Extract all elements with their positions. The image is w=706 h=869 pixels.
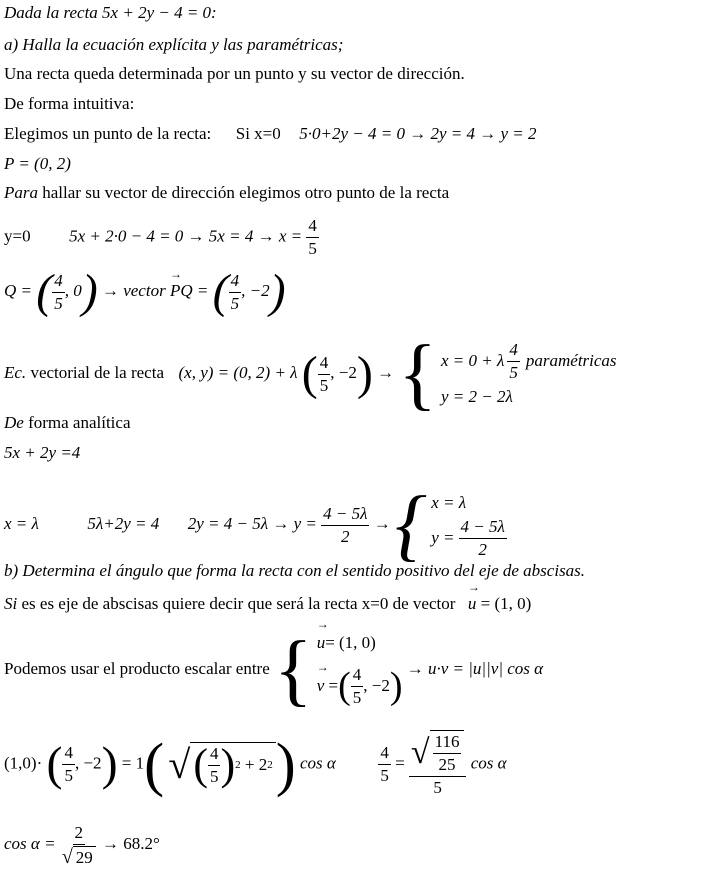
analytic-solve-line: x = λ 5λ+2y = 4 2y = 4 − 5λ → y = $\frac{4 - 5\lambda}{2}$ → { x = λ y = $\frac{4 - 5\lambda}{2}$ <box>4 481 505 569</box>
px-num: 4 <box>507 339 520 362</box>
Q-fraction <box>52 270 65 315</box>
axis-line <box>4 593 531 615</box>
parametric-system-2 <box>431 490 507 561</box>
calc-eq: = 1 <box>121 753 145 773</box>
scalar-rhs: u·v = |u||v| cos α <box>427 658 544 678</box>
ec-den: 5 <box>319 375 329 395</box>
y0-equation: 5x + 2·0 − 4 = 0 → 5x = 4 → x = <box>69 226 303 246</box>
si-italic: Si <box>4 594 18 613</box>
PQ-rest: , −2 <box>241 280 270 300</box>
point-equation: 5·0+2y − 4 = 0 → 2y = 4 → y = 2 <box>299 124 537 143</box>
s2-den: 2 <box>478 539 487 559</box>
result-lhs: cos α = <box>4 834 56 854</box>
param-word: paramétricas <box>525 351 617 370</box>
sf-den: 5 <box>433 778 442 797</box>
pq-den: 5 <box>230 293 240 313</box>
part-a-text: Halla la ecuación explícita y las paramétricas; <box>22 35 344 54</box>
analytic-italic: De <box>4 413 24 432</box>
scalar-text: Podemos usar el producto escalar entre <box>4 658 270 678</box>
uv-system: → u = (1, 0) → v = ( $\frac{4}{5}$ , −2 ) <box>317 630 403 710</box>
c-rest: , −2 <box>74 753 102 773</box>
ec-italic: Ec. <box>4 362 27 382</box>
pq-num: 4 <box>229 270 242 293</box>
solve-den: 2 <box>341 526 350 546</box>
problem-header: Dada la recta 5x + 2y − 4 = 0: <box>4 3 217 22</box>
param-x: x = 0 + λ <box>441 351 505 370</box>
point-line <box>4 123 537 145</box>
q-num: 4 <box>52 270 65 293</box>
s-num: 4 <box>208 743 221 766</box>
v-num: 4 <box>351 664 364 687</box>
sq-exp: 2 <box>235 759 241 771</box>
c-den: 5 <box>64 766 73 785</box>
u-vec-sys: → u <box>317 630 326 656</box>
plus-two: + 2 <box>244 755 268 774</box>
Q-rest: , 0 <box>64 280 82 300</box>
part-b-title <box>4 560 585 582</box>
PQ-fraction <box>229 270 242 315</box>
sq-den: 25 <box>438 755 456 774</box>
result-line: cos α = 2 √ 29 → 68.2° <box>4 823 160 869</box>
point-P: P = (0, 2) <box>4 154 71 173</box>
Q-line: Q = ( $\frac{4}{5}$ , 0) → vector → PQ = ( $\frac{4}{5}$ , −2) <box>4 268 286 316</box>
part-b-label: b) <box>4 561 19 580</box>
second-point-line <box>4 182 449 204</box>
analytic-text: forma analítica <box>28 413 131 432</box>
param-y: y = 2 − 2λ <box>441 386 513 406</box>
ec-lhs: (x, y) = (0, 2) + λ <box>178 362 298 382</box>
intro-text: Una recta queda determinada por un punto y su vector de dirección. <box>4 64 465 83</box>
ec-fraction <box>318 352 331 397</box>
r-num: 4 <box>378 742 391 765</box>
u-value: = (1, 0) <box>480 594 532 613</box>
second-point-italic: Para <box>4 183 38 202</box>
res-den: 29 <box>73 846 96 869</box>
analytic-heading <box>4 412 131 434</box>
Q-label: Q = <box>4 280 32 300</box>
r-den: 5 <box>380 766 389 785</box>
second-point-text: hallar su vector de dirección elegimos otro punto de la recta <box>42 183 450 202</box>
sqrt-expression: √ ( $\frac{4}{5}$ ) 2 + 2 2 <box>168 742 275 788</box>
solve-num: 4 − 5λ <box>321 503 369 526</box>
frac-den: 5 <box>308 239 317 258</box>
parametric-system <box>441 339 617 410</box>
ec-rest: , −2 <box>330 362 357 382</box>
vector-text: → vector <box>101 280 166 300</box>
intuitive-heading: De forma intuitiva: <box>4 94 135 113</box>
vectorial-line: Ec. vectorial de la recta (x, y) = (0, 2) + λ ( $\frac{4}{5}$ , −2) → { x = 0 + λ $\frac{4}{5}$ paramétricas y = 2 − 2λ <box>4 330 617 418</box>
q-den: 5 <box>54 293 63 313</box>
calc-cos: cos α <box>299 753 336 773</box>
general-equation: 5x + 2y =4 <box>4 443 81 462</box>
calc-cos-2: cos α <box>470 753 507 773</box>
y0-line <box>4 215 319 260</box>
ec-num: 4 <box>318 352 331 375</box>
part-b-text: Determina el ángulo que forma la recta con el sentido positivo del eje de abscisas. <box>22 561 586 580</box>
sqrt-fraction: √ $\frac{116}{25}$ 5 <box>409 730 467 799</box>
scalar-product-line: Podemos usar el producto escalar entre { → u = (1, 0) → v = ( $\frac{4}{5}$ , −2 ) → u·v = |u||v| cos α <box>4 630 543 710</box>
frac-num: 4 <box>306 215 319 238</box>
px-den: 5 <box>509 362 518 382</box>
v-rest: , −2 <box>363 676 390 695</box>
u-val-sys: = (1, 0) <box>325 633 376 652</box>
c-num: 4 <box>62 742 75 765</box>
sq-num: 116 <box>433 731 462 754</box>
ec-text: vectorial de la recta <box>30 362 164 382</box>
sq-exp-2: 2 <box>267 759 273 771</box>
solve-eq: 2y = 4 − 5λ → y = <box>187 513 317 533</box>
point-text: Elegimos un punto de la recta: <box>4 124 212 143</box>
s2-num: 4 − 5λ <box>459 516 507 539</box>
x-lambda: x = λ <box>4 513 39 533</box>
y0-label: y=0 <box>4 226 31 246</box>
x-fraction <box>306 215 319 260</box>
calc-lhs: (1,0)· <box>4 753 43 773</box>
PQ-vector: → PQ <box>170 280 193 302</box>
si-text: es es eje de abscisas quiere decir que será la recta x=0 de vector <box>21 594 456 613</box>
s-den: 5 <box>209 766 219 786</box>
part-a-label: a) <box>4 35 19 54</box>
v-vec-sys: → v <box>317 673 325 699</box>
solve-fraction <box>321 503 369 548</box>
part-a-title <box>4 34 343 56</box>
result-rhs: → 68.2° <box>102 834 160 854</box>
sys2-x: x = λ <box>431 492 467 512</box>
x-lambda-eq: 5λ+2y = 4 <box>87 513 160 533</box>
sys2-y: y = <box>431 528 455 547</box>
v-den: 5 <box>352 687 362 707</box>
u-vector: → u <box>468 593 477 615</box>
calc-line: (1,0)· ( $\frac{4}{5}$ , −2) = 1( √ ( $\frac{4}{5}$ ) 2 + 2 2 ) cos α $\frac{4}{5}$ = √ $\frac{116}{25}$ 5 cos α <box>4 731 507 798</box>
res-num: 2 <box>73 822 86 845</box>
point-cond: Si x=0 <box>235 124 281 143</box>
